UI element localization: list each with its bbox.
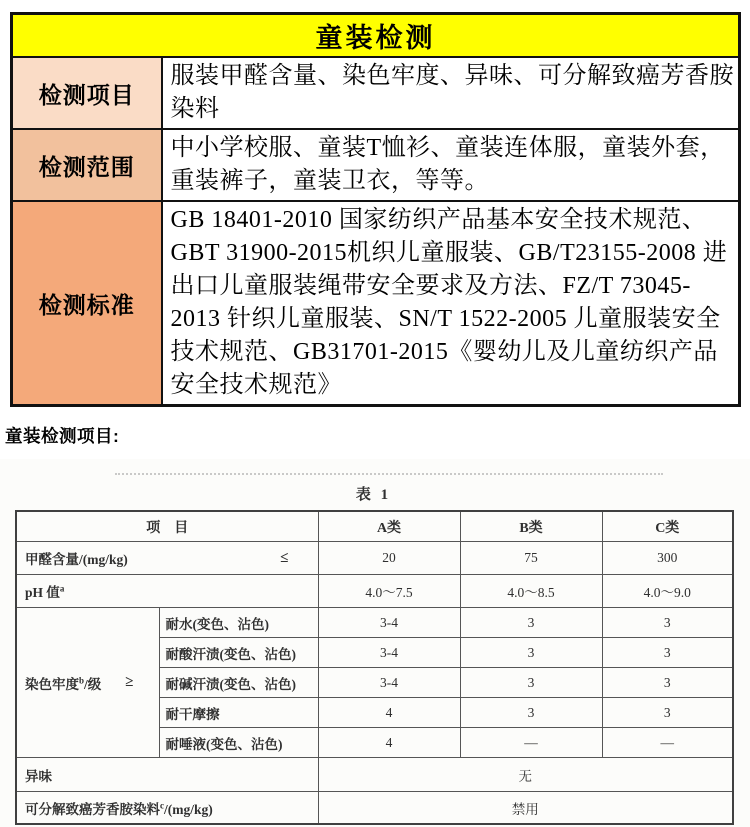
label-inspection-standards: 检测标准	[12, 201, 162, 406]
ph-label: pH 值	[25, 585, 60, 600]
table1	[15, 510, 734, 825]
content-inspection-standards: GB 18401-2010 国家纺织产品基本安全技术规范、GBT 31900-2015机织儿童服装、GB/T23155-2008 进出口儿童服装绳带安全要求及方法、FZ/T 73045-2013 针织儿童服装、SN/T 1522-2005 儿童服装安全技术规范、GB31701-2015《婴幼儿及儿童纺织产品安全技术规范》	[162, 201, 740, 406]
ph-c: 4.0～9.0	[602, 575, 733, 608]
table1-caption: 表 1	[355, 487, 392, 503]
fastness-acid-c: 3	[602, 638, 733, 668]
less-equal-symbol: ≤	[280, 549, 289, 566]
label-inspection-items: 检测项目	[12, 57, 162, 129]
formaldehyde-a: 20	[318, 542, 460, 575]
fastness-water-c: 3	[602, 608, 733, 638]
summary-title-row	[12, 14, 740, 58]
odor-value: 无	[318, 758, 733, 792]
content-inspection-items: 服装甲醛含量、染色牢度、异味、可分解致癌芳香胺染料	[162, 57, 740, 129]
fastness-saliva-b: —	[460, 728, 602, 758]
formaldehyde-b: 75	[460, 542, 602, 575]
fastness-suffix: /级	[84, 676, 102, 692]
summary-row-scope	[12, 129, 740, 201]
azo-sup: c	[160, 800, 164, 810]
fastness-acid-name: 耐酸汗渍(变色、沾色)	[159, 638, 318, 668]
fastness-rubbing-c: 3	[602, 698, 733, 728]
greater-equal-symbol: ≥	[125, 674, 134, 690]
fastness-rubbing-b: 3	[460, 698, 602, 728]
fastness-water-name: 耐水(变色、沾色)	[159, 608, 318, 638]
content-inspection-scope: 中小学校服、童装T恤衫、童装连体服，童装外套，重装裤子，童装卫衣，等等。	[162, 129, 740, 201]
fastness-group-label	[25, 673, 101, 693]
fastness-saliva-name: 耐唾液(变色、沾色)	[159, 728, 318, 758]
azo-suffix: /(mg/kg)	[164, 801, 213, 817]
azo-label-cell	[16, 792, 318, 825]
fastness-alkali-name: 耐碱汗渍(变色、沾色)	[159, 668, 318, 698]
fastness-alkali-c: 3	[602, 668, 733, 698]
fastness-acid-a: 3-4	[318, 638, 460, 668]
row-odor	[16, 758, 733, 792]
fastness-saliva-c: —	[602, 728, 733, 758]
azo-value: 禁用	[318, 792, 733, 825]
fastness-water-b: 3	[460, 608, 602, 638]
ph-b: 4.0～8.5	[460, 575, 602, 608]
azo-label: 可分解致癌芳香胺染料	[25, 801, 160, 817]
row-fastness-water	[16, 608, 733, 638]
section-heading: 童装检测项目:	[5, 426, 120, 446]
row-formaldehyde	[16, 542, 733, 575]
fastness-label: 染色牢度	[25, 676, 79, 692]
page-title: 童装检测	[12, 14, 740, 58]
ph-label-cell	[16, 575, 318, 608]
fastness-rubbing-name: 耐干摩擦	[159, 698, 318, 728]
odor-label: 异味	[16, 758, 318, 792]
formaldehyde-label-cell	[16, 542, 318, 575]
fastness-acid-b: 3	[460, 638, 602, 668]
fastness-saliva-a: 4	[318, 728, 460, 758]
ph-sup: a	[59, 583, 65, 594]
formaldehyde-label: 甲醛含量/(mg/kg)	[25, 552, 128, 567]
col-header-item: 项 目	[16, 511, 318, 542]
fastness-water-a: 3-4	[318, 608, 460, 638]
ph-a: 4.0～7.5	[318, 575, 460, 608]
inspection-summary-table	[10, 12, 741, 407]
fastness-rubbing-a: 4	[318, 698, 460, 728]
standards-table-scan	[0, 459, 750, 827]
label-inspection-scope: 检测范围	[12, 129, 162, 201]
fastness-alkali-a: 3-4	[318, 668, 460, 698]
formaldehyde-c: 300	[602, 542, 733, 575]
col-header-b: B类	[460, 511, 602, 542]
row-azo-dyes	[16, 792, 733, 825]
scan-dotted-line	[115, 473, 663, 475]
row-ph	[16, 575, 733, 608]
fastness-group-cell	[16, 608, 159, 758]
fastness-alkali-b: 3	[460, 668, 602, 698]
col-header-c: C类	[602, 511, 733, 542]
fastness-sup: b	[79, 675, 85, 685]
table1-header-row	[16, 511, 733, 542]
summary-row-standards	[12, 201, 740, 406]
col-header-a: A类	[318, 511, 460, 542]
summary-row-items	[12, 57, 740, 129]
